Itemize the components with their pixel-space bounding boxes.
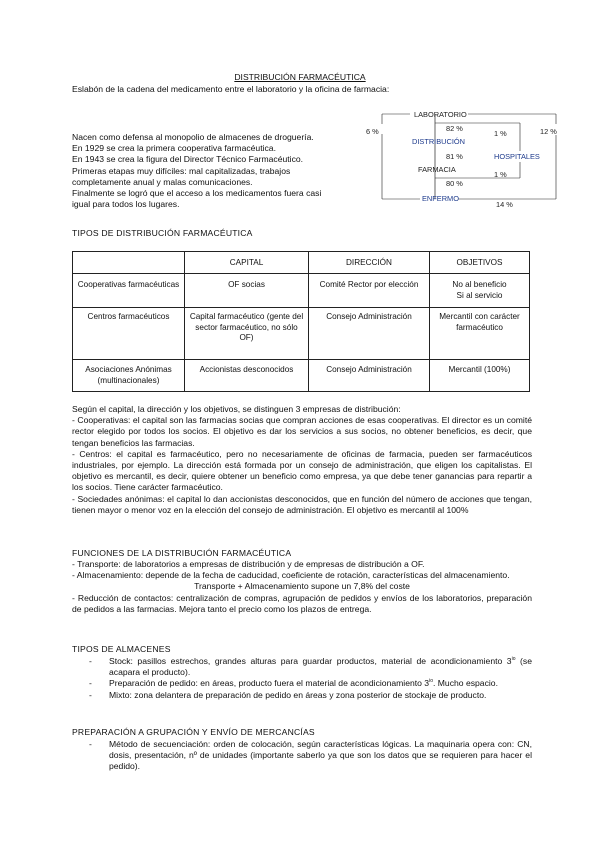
table-header-cell — [73, 252, 185, 274]
pct-lab-dist: 82 % — [446, 124, 463, 133]
function-item: - Transporte: de laboratorios a empresas de distribución y de empresas de distribución a OF. — [72, 559, 425, 569]
table-row — [73, 308, 530, 360]
subtitle: Eslabón de la cadena del medicamento entre el laboratorio y la oficina de farmacia: — [72, 84, 390, 94]
funciones-list — [72, 559, 532, 615]
pct-dist-farm: 81 % — [446, 152, 463, 161]
distribution-flow-diagram — [360, 104, 560, 212]
pct-right: 12 % — [540, 127, 557, 136]
list-item: - Mixto: zona delantera de preparación de pedido en áreas y zona posterior de stockaje de producto. — [89, 689, 487, 700]
list-item: - Stock: pasillos estrechos, grandes alturas para guardar productos, material de acondicionamiento $3^{io}$ (se acapara el producto). — [89, 656, 532, 678]
intro-line: En 1943 se crea la figura del Director Técnico Farmacéutico. — [72, 154, 304, 165]
node-hospitales: HOSPITALES — [494, 152, 540, 161]
dash-bullet: - — [89, 739, 92, 749]
function-item: - Reducción de contactos: centralización de compras, agrupación de pedidos y envíos de los laboratorios, preparación de pedidos a las farmacias. Mejora tanto el precio como los plazos de entrega. — [72, 592, 532, 614]
table-header-row — [73, 252, 530, 274]
section-heading-preparacion: PREPARACIÓN A GRUPACIÓN Y ENVÍO DE MERCANCÍAS — [72, 727, 315, 737]
function-item: - Almacenamiento: depende de la fecha de caducidad, coeficiente de rotación, características del almacenamiento. — [72, 570, 510, 581]
table-cell: OF socias — [185, 274, 309, 308]
table-header-cell: OBJETIVOS — [430, 252, 530, 274]
intro-line: Primeras etapas muy difíciles: mal capitalizadas, trabajos — [72, 165, 291, 176]
pct-farm-enf: 80 % — [446, 179, 463, 188]
table-cell: Mercantil (100%) — [430, 360, 530, 392]
table-cell: Consejo Administración — [309, 308, 430, 360]
intro-line: Nacen como defensa al monopolio de almacenes de droguería. — [72, 132, 314, 142]
node-laboratorio: LABORATORIO — [414, 110, 467, 119]
almacenes-list — [72, 656, 532, 701]
table-cell: Asociaciones Anónimas (multinacionales) — [73, 360, 185, 392]
table-row — [73, 274, 530, 308]
node-farmacia: FARMACIA — [418, 165, 456, 174]
table-cell: No al beneficio Si al servicio — [430, 274, 530, 308]
section-heading-tipos: TIPOS DE DISTRIBUCIÓN FARMACÉUTICA — [72, 228, 253, 238]
table-cell: Comité Rector por elección — [309, 274, 430, 308]
table-header-cell: CAPITAL — [185, 252, 309, 274]
dash-bullet: - — [89, 678, 92, 689]
table-row — [73, 360, 530, 392]
paragraph-line: Según el capital, la dirección y los objetivos, se distinguen 3 empresas de distribución: — [72, 404, 401, 414]
pct-lab-hosp: 1 % — [494, 129, 507, 138]
dash-bullet: - — [89, 689, 92, 700]
table-cell: Cooperativas farmacéuticas — [73, 274, 185, 308]
intro-line: completamente anual y malas comunicaciones. — [72, 176, 253, 187]
capital-paragraph — [72, 404, 532, 516]
cost-note: Transporte + Almacenamiento supone un 7,8% del coste — [194, 581, 410, 592]
intro-line: igual para todos los lugares. — [72, 199, 180, 210]
list-item: - Método de secuenciación: orden de colocación, según características lógicas. La maquinaria opera con: CN, dosis, presentación, nº de unidades (importante saberlo ya que son los datos que se requieren para hacer el pedido). — [89, 739, 532, 772]
table-cell: Accionistas desconocidos — [185, 360, 309, 392]
section-heading-funciones: FUNCIONES DE LA DISTRIBUCIÓN FARMACÉUTICA — [72, 548, 292, 558]
table-cell: Mercantil con carácter farmacéutico — [430, 308, 530, 360]
table-header-cell: DIRECCIÓN — [309, 252, 430, 274]
table-cell: Consejo Administración — [309, 360, 430, 392]
table-cell: Capital farmacéutico (gente del sector farmacéutico, no sólo OF) — [185, 308, 309, 360]
page-title: DISTRIBUCIÓN FARMACÉUTICA — [234, 72, 366, 82]
dash-bullet: - — [89, 656, 92, 666]
paragraph-item: - Cooperativas: el capital son las farmacias socias que compran acciones de esas cooperativas. El director es un comité rector elegido por todos los socios. El objetivo es dar los servicios a sus socios, no obtener beneficios, es decir, que tengan beneficios las farmacias. — [72, 415, 532, 448]
preparacion-list — [72, 739, 532, 773]
table-cell: Centros farmacéuticos — [73, 308, 185, 360]
section-heading-almacenes: TIPOS DE ALMACENES — [72, 644, 171, 654]
node-enfermo: ENFERMO — [422, 194, 459, 203]
intro-line: En 1929 se crea la primera cooperativa farmacéutica. — [72, 143, 276, 154]
pct-lab-left: 6 % — [366, 127, 379, 136]
pct-farm-hosp: 1 % — [494, 170, 507, 179]
list-item: - Preparación de pedido: en áreas, producto fuera el material de acondicionamiento $3^{io}$. Mucho espacio. — [89, 678, 498, 689]
paragraph-item: - Sociedades anónimas: el capital lo dan accionistas desconocidos, que en función del número de acciones que tengan, tienen mayor o menor voz en la elección del consejo de administración. El objetivo es mercantil al 100% — [72, 493, 532, 515]
node-distribucion: DISTRIBUCIÓN — [412, 137, 465, 146]
paragraph-item: - Centros: el capital es farmacéutico, pero no necesariamente de oficinas de farmacia, pueden ser farmacéuticos industriales, por ejemplo. La dirección está formada por un consejo de administración, que eligen los capitalistas. El objetivo es mercantil, es decir, quiere obtener un beneficio como empresa, ya que debe tener ganancias para repartir a los socios. Tiene carácter farmacéutico. — [72, 448, 532, 493]
pct-bottom: 14 % — [496, 200, 513, 209]
distribution-types-table — [72, 251, 530, 392]
intro-line: Finalmente se logró que el acceso a los medicamentos fuera casi — [72, 188, 322, 199]
intro-paragraph — [72, 132, 352, 210]
